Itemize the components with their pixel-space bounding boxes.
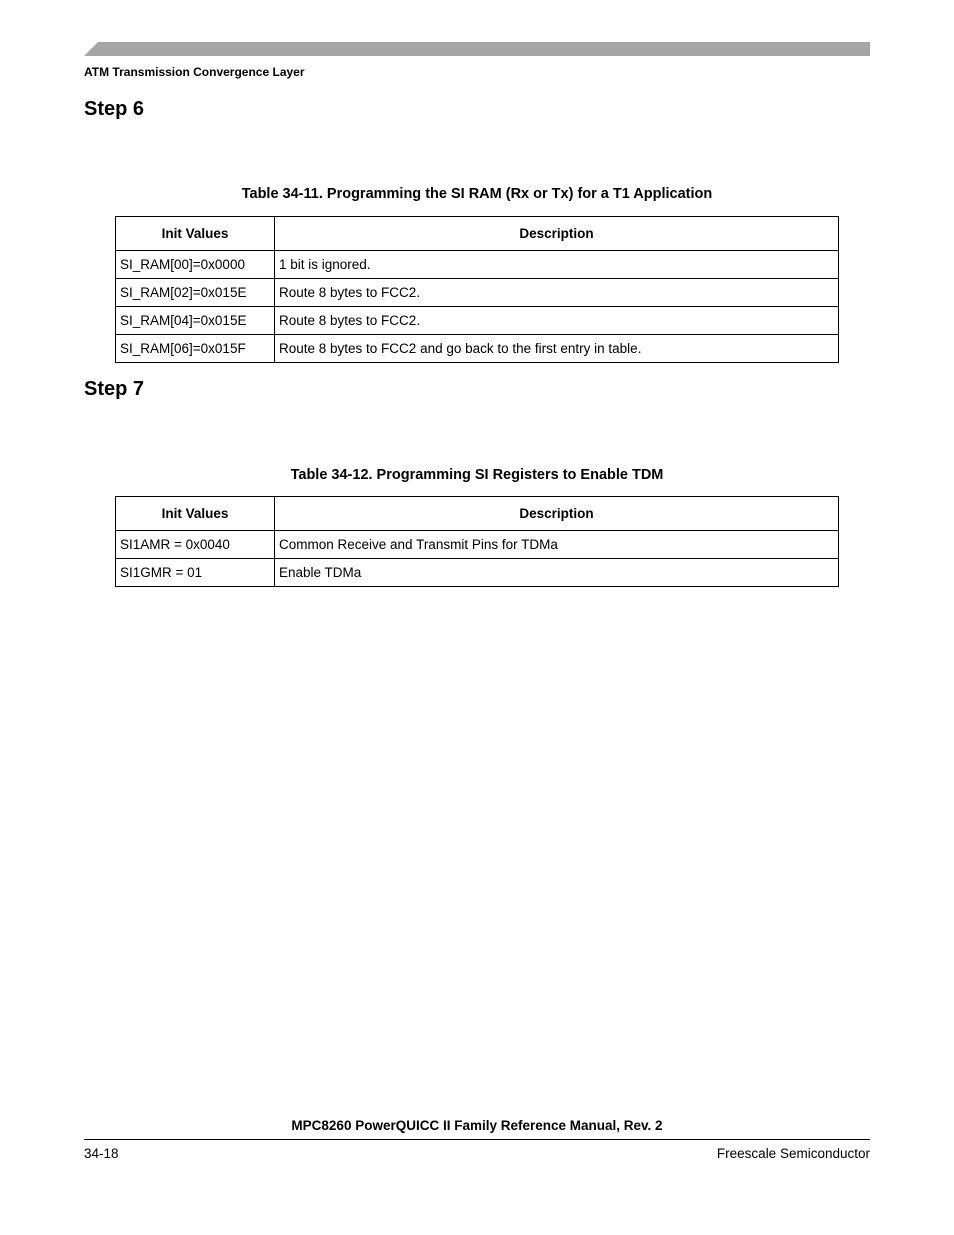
table-header-row <box>116 497 839 531</box>
init-value-cell: SI1GMR = 01 <box>116 559 275 587</box>
table-row <box>116 279 839 307</box>
table-row <box>116 531 839 559</box>
description-cell: 1 bit is ignored. <box>275 251 839 279</box>
init-value-cell: SI1AMR = 0x0040 <box>116 531 275 559</box>
column-header-description: Description <box>275 217 839 251</box>
column-header-init-values: Init Values <box>116 217 275 251</box>
step-6-heading: Step 6 <box>84 98 145 120</box>
description-cell: Route 8 bytes to FCC2. <box>275 307 839 335</box>
description-cell: Enable TDMa <box>275 559 839 587</box>
init-value-cell: SI_RAM[02]=0x015E <box>116 279 275 307</box>
section-header: ATM Transmission Convergence Layer <box>84 65 305 79</box>
footer-divider <box>84 1139 870 1140</box>
init-value-cell: SI_RAM[04]=0x015E <box>116 307 275 335</box>
header-bar <box>84 42 870 56</box>
description-cell: Route 8 bytes to FCC2. <box>275 279 839 307</box>
table-34-12-caption: Table 34-12. Programming SI Registers to Enable TDM <box>290 467 664 483</box>
table-header-row <box>116 217 839 251</box>
footer-company: Freescale Semiconductor <box>716 1146 870 1161</box>
table-34-11-caption: Table 34-11. Programming the SI RAM (Rx or Tx) for a T1 Application <box>241 186 713 202</box>
table-row <box>116 559 839 587</box>
table-row <box>116 335 839 363</box>
init-value-cell: SI_RAM[00]=0x0000 <box>116 251 275 279</box>
page-number: 34-18 <box>84 1146 119 1161</box>
column-header-init-values: Init Values <box>116 497 275 531</box>
step-7-heading: Step 7 <box>84 378 145 400</box>
init-value-cell: SI_RAM[06]=0x015F <box>116 335 275 363</box>
table-row <box>116 251 839 279</box>
table-row <box>116 307 839 335</box>
description-cell: Route 8 bytes to FCC2 and go back to the first entry in table. <box>275 335 839 363</box>
footer-manual-title: MPC8260 PowerQUICC II Family Reference Manual, Rev. 2 <box>291 1118 663 1133</box>
table-34-11 <box>115 216 839 363</box>
description-cell: Common Receive and Transmit Pins for TDMa <box>275 531 839 559</box>
column-header-description: Description <box>275 497 839 531</box>
table-34-12 <box>115 496 839 587</box>
